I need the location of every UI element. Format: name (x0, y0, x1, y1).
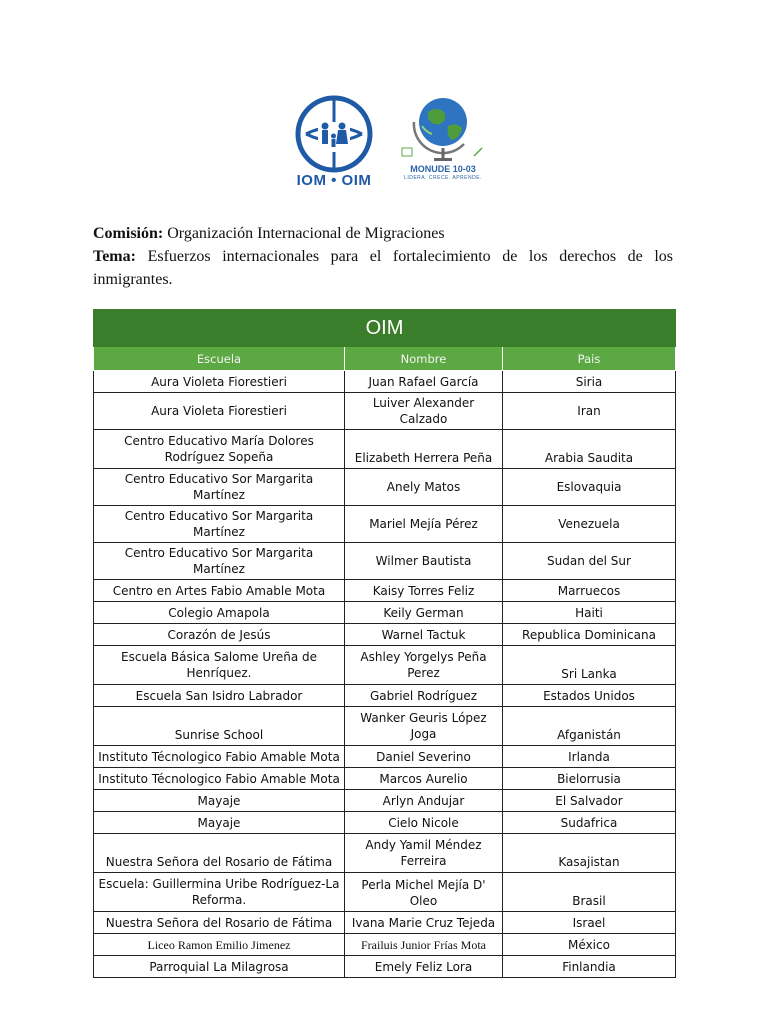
tema-line (93, 245, 673, 291)
cell-pais: Finlandia (503, 956, 676, 978)
table-title: OIM (94, 310, 676, 347)
cell-escuela: Centro Educativo Sor Margarita Martínez (94, 469, 345, 506)
cell-nombre: Warnel Tactuk (345, 624, 503, 646)
cell-escuela: Nuestra Señora del Rosario de Fátima (94, 834, 345, 873)
table-row (94, 624, 676, 646)
column-header-pais: Pais (503, 347, 676, 371)
cell-nombre: Juan Rafael García (345, 371, 503, 393)
table-row (94, 873, 676, 912)
table-row (94, 912, 676, 934)
cell-pais: El Salvador (503, 790, 676, 812)
cell-escuela: Centro Educativo Sor Margarita Martínez (94, 506, 345, 543)
cell-pais: Estados Unidos (503, 685, 676, 707)
table-row (94, 543, 676, 580)
table-row (94, 469, 676, 506)
cell-pais: Brasil (503, 873, 676, 912)
table-row (94, 430, 676, 469)
table-row (94, 371, 676, 393)
participants-table-wrapper (93, 309, 675, 978)
cell-nombre: Cielo Nicole (345, 812, 503, 834)
cell-escuela: Centro en Artes Fabio Amable Mota (94, 580, 345, 602)
cell-nombre: Wilmer Bautista (345, 543, 503, 580)
table-row (94, 602, 676, 624)
cell-pais: Afganistán (503, 707, 676, 746)
cell-nombre: Anely Matos (345, 469, 503, 506)
cell-escuela: Parroquial La Milagrosa (94, 956, 345, 978)
cell-nombre: Keily German (345, 602, 503, 624)
document-intro (93, 222, 673, 291)
cell-pais: Arabia Saudita (503, 430, 676, 469)
table-row (94, 393, 676, 430)
cell-escuela: Nuestra Señora del Rosario de Fátima (94, 912, 345, 934)
cell-nombre: Emely Feliz Lora (345, 956, 503, 978)
cell-escuela: Sunrise School (94, 707, 345, 746)
table-row (94, 685, 676, 707)
cell-escuela: Corazón de Jesús (94, 624, 345, 646)
tema-label: Tema: (93, 248, 136, 265)
cell-escuela: Centro Educativo María Dolores Rodríguez Sopeña (94, 430, 345, 469)
cell-escuela: Aura Violeta Fiorestieri (94, 371, 345, 393)
cell-pais: Eslovaquia (503, 469, 676, 506)
cell-pais: Bielorrusia (503, 768, 676, 790)
cell-pais: Iran (503, 393, 676, 430)
cell-escuela: Aura Violeta Fiorestieri (94, 393, 345, 430)
cell-pais: Kasajistan (503, 834, 676, 873)
cell-nombre: Wanker Geuris López Joga (345, 707, 503, 746)
table-body (94, 371, 676, 978)
cell-escuela: Mayaje (94, 812, 345, 834)
cell-nombre: Ashley Yorgelys Peña Perez (345, 646, 503, 685)
cell-escuela: Centro Educativo Sor Margarita Martínez (94, 543, 345, 580)
cell-nombre: Ivana Marie Cruz Tejeda (345, 912, 503, 934)
table-row (94, 580, 676, 602)
table-row (94, 934, 676, 956)
cell-pais: Israel (503, 912, 676, 934)
table-row (94, 707, 676, 746)
cell-pais: Sri Lanka (503, 646, 676, 685)
cell-pais: Marruecos (503, 580, 676, 602)
cell-escuela: Escuela Básica Salome Ureña de Henríquez. (94, 646, 345, 685)
comision-line (93, 222, 673, 245)
cell-escuela: Liceo Ramon Emilio Jimenez (94, 934, 345, 956)
cell-pais: Venezuela (503, 506, 676, 543)
cell-pais: Irlanda (503, 746, 676, 768)
table-row (94, 834, 676, 873)
cell-nombre: Andy Yamil Méndez Ferreira (345, 834, 503, 873)
table-row (94, 790, 676, 812)
cell-nombre: Luiver Alexander Calzado (345, 393, 503, 430)
cell-pais: Siria (503, 371, 676, 393)
comision-label: Comisión: (93, 225, 164, 242)
cell-nombre: Kaisy Torres Feliz (345, 580, 503, 602)
table-row (94, 812, 676, 834)
cell-escuela: Escuela: Guillermina Uribe Rodríguez-La Reforma. (94, 873, 345, 912)
comision-value: Organización Internacional de Migraciones (167, 225, 445, 242)
cell-pais: Sudafrica (503, 812, 676, 834)
cell-escuela: Colegio Amapola (94, 602, 345, 624)
column-header-escuela: Escuela (94, 347, 345, 371)
table-row (94, 956, 676, 978)
column-header-nombre: Nombre (345, 347, 503, 371)
cell-pais: Sudan del Sur (503, 543, 676, 580)
cell-nombre: Daniel Severino (345, 746, 503, 768)
participants-table (93, 309, 676, 978)
cell-pais: Haiti (503, 602, 676, 624)
cell-nombre: Marcos Aurelio (345, 768, 503, 790)
cell-escuela: Escuela San Isidro Labrador (94, 685, 345, 707)
iom-logo-label: IOM • OIM (296, 172, 372, 189)
cell-nombre: Frailuis Junior Frías Mota (345, 934, 503, 956)
table-row (94, 506, 676, 543)
monude-logo-label: MONUDE 10-03 (410, 164, 476, 174)
cell-nombre: Mariel Mejía Pérez (345, 506, 503, 543)
cell-escuela: Mayaje (94, 790, 345, 812)
table-row (94, 646, 676, 685)
table-row (94, 768, 676, 790)
cell-escuela: Instituto Técnologico Fabio Amable Mota (94, 768, 345, 790)
logo-bar (0, 88, 768, 198)
tema-value: Esfuerzos internacionales para el fortalecimiento de los derechos de los inmigrantes. (93, 248, 673, 288)
cell-nombre: Arlyn Andujar (345, 790, 503, 812)
monude-logo-tagline: LIDERA. CRECE. APRENDE. (404, 175, 482, 181)
table-row (94, 746, 676, 768)
cell-pais: Republica Dominicana (503, 624, 676, 646)
cell-nombre: Perla Michel Mejía D' Oleo (345, 873, 503, 912)
cell-escuela: Instituto Técnologico Fabio Amable Mota (94, 746, 345, 768)
cell-nombre: Elizabeth Herrera Peña (345, 430, 503, 469)
cell-nombre: Gabriel Rodríguez (345, 685, 503, 707)
cell-pais: México (503, 934, 676, 956)
